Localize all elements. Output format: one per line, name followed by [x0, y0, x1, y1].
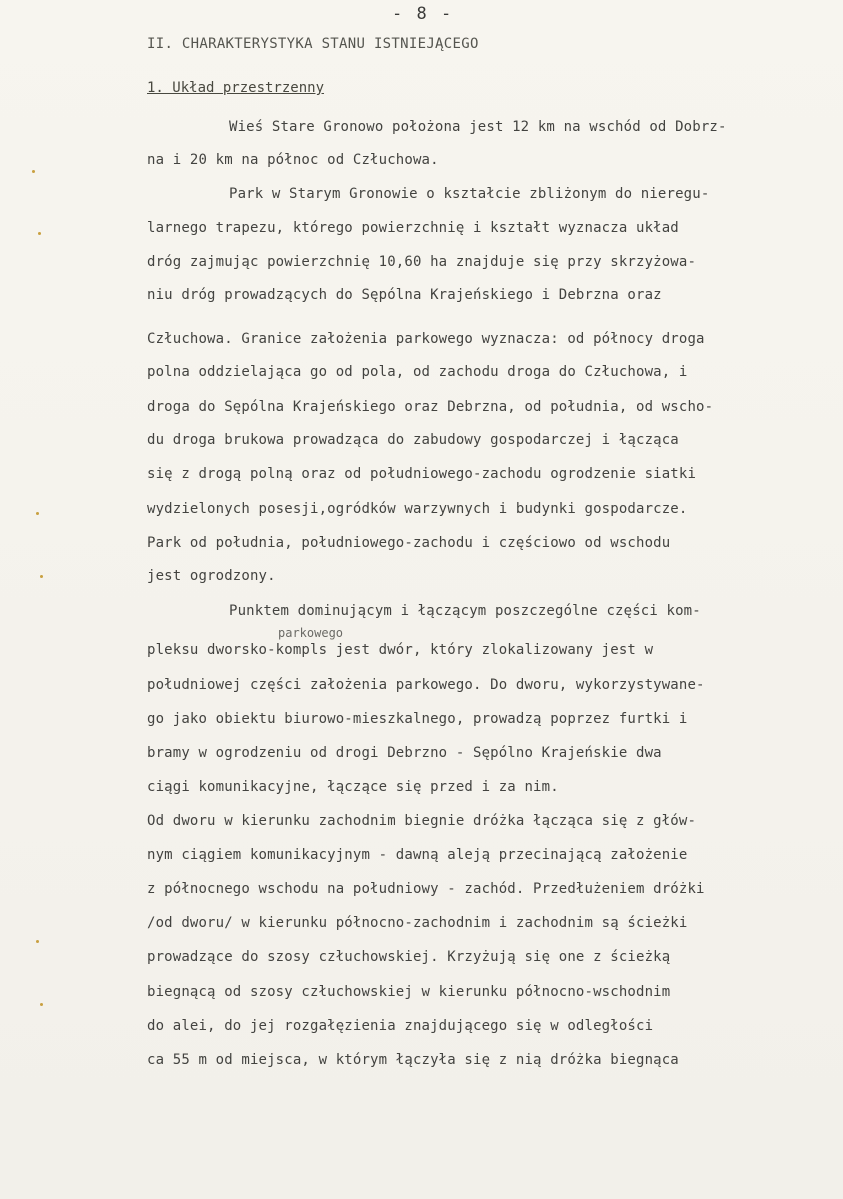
- text-line: się z drogą polną oraz od południowego-zachodu ogrodzenie siatki: [147, 466, 697, 482]
- text-line: pleksu dworsko-kompls jest dwór, który zlokalizowany jest w: [147, 642, 654, 658]
- text-line: go jako obiektu biurowo-mieszkalnego, prowadzą poprzez furtki i: [147, 711, 688, 727]
- punch-hole-mark: [36, 512, 39, 515]
- subheading: 1. Układ przestrzenny: [147, 80, 325, 96]
- text-line: Człuchowa. Granice założenia parkowego wyznacza: od północy droga: [147, 331, 705, 347]
- punch-hole-mark: [38, 232, 41, 235]
- text-line: prowadzące do szosy człuchowskiej. Krzyżują się one z ścieżką: [147, 949, 671, 965]
- handwritten-insert: parkowego: [278, 626, 344, 640]
- text-line: droga do Sępólna Krajeńskiego oraz Debrzna, od południa, od wscho-: [147, 399, 714, 415]
- section-heading: II. CHARAKTERYSTYKA STANU ISTNIEJĄCEGO: [147, 36, 479, 52]
- text-line: Od dworu w kierunku zachodnim biegnie dróżka łącząca się z głów-: [147, 813, 697, 829]
- text-line: na i 20 km na północ od Człuchowa.: [147, 152, 439, 168]
- text-line: Wieś Stare Gronowo położona jest 12 km na wschód od Dobrz-: [229, 119, 727, 135]
- text-line: niu dróg prowadzących do Sępólna Krajeńskiego i Debrzna oraz: [147, 287, 662, 303]
- punch-hole-mark: [36, 940, 39, 943]
- text-line: du droga brukowa prowadząca do zabudowy gospodarczej i łącząca: [147, 432, 679, 448]
- text-line: ca 55 m od miejsca, w którym łączyła się z nią dróżka biegnąca: [147, 1052, 679, 1068]
- text-line: dróg zajmując powierzchnię 10,60 ha znajduje się przy skrzyżowa-: [147, 254, 697, 270]
- text-line: do alei, do jej rozgałęzienia znajdującego się w odległości: [147, 1018, 654, 1034]
- punch-hole-mark: [40, 1003, 43, 1006]
- text-line: jest ogrodzony.: [147, 568, 276, 584]
- punch-hole-mark: [32, 170, 35, 173]
- text-line: Park w Starym Gronowie o kształcie zbliżonym do nieregu-: [229, 186, 710, 202]
- text-line: z północnego wschodu na południowy - zachód. Przedłużeniem dróżki: [147, 881, 705, 897]
- text-line: bramy w ogrodzeniu od drogi Debrzno - Sępólno Krajeńskie dwa: [147, 745, 662, 761]
- text-line: południowej części założenia parkowego. Do dworu, wykorzystywane-: [147, 677, 705, 693]
- text-line: larnego trapezu, którego powierzchnię i kształt wyznacza układ: [147, 220, 679, 236]
- text-line: Park od południa, południowego-zachodu i częściowo od wschodu: [147, 535, 671, 551]
- text-line: wydzielonych posesji,ogródków warzywnych i budynki gospodarcze.: [147, 501, 688, 517]
- text-line: ciągi komunikacyjne, łączące się przed i za nim.: [147, 779, 559, 795]
- text-line: Punktem dominującym i łączącym poszczególne części kom-: [229, 603, 701, 619]
- text-line: nym ciągiem komunikacyjnym - dawną aleją przecinającą założenie: [147, 847, 688, 863]
- page-number: - 8 -: [392, 4, 454, 24]
- text-line: polna oddzielająca go od pola, od zachodu droga do Człuchowa, i: [147, 364, 688, 380]
- text-line: biegnącą od szosy człuchowskiej w kierunku północno-wschodnim: [147, 984, 671, 1000]
- punch-hole-mark: [40, 575, 43, 578]
- text-line: /od dworu/ w kierunku północno-zachodnim i zachodnim są ścieżki: [147, 915, 688, 931]
